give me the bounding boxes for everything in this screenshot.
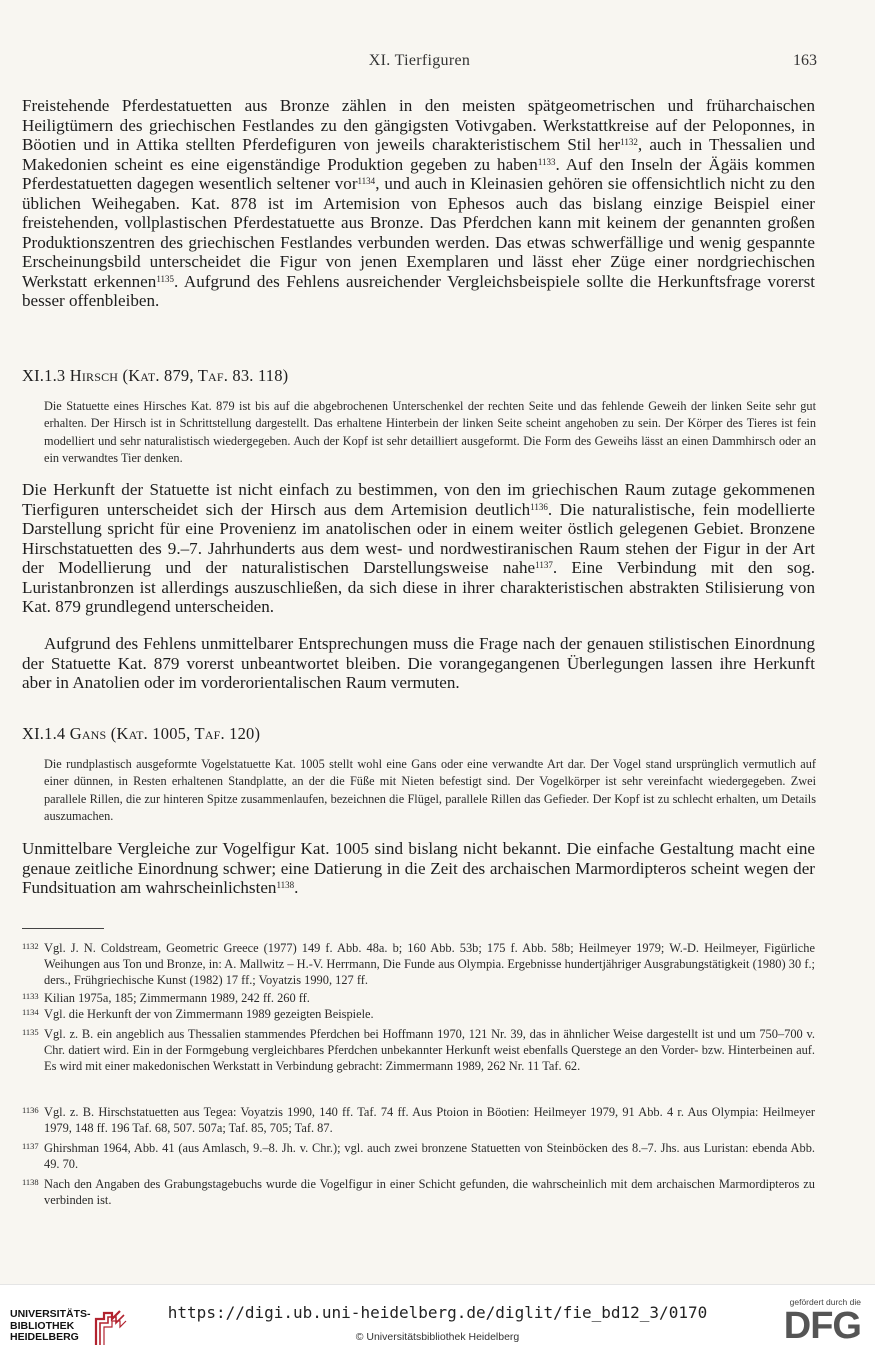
intro-paragraph: Freistehende Pferdestatuetten aus Bronze zählen in den meisten spätgeometrischen und früharchaischen Heiligtümern des griechischen Festlandes zu den gängigsten Votivgaben. Werkstattkreise auf der Peloponnes, in Böotien und in Attika stellten Pferdefiguren von jeweils charakteristischem Stil her$^{1132}$, auch in Thessalien und Makedonien scheint es eine eigenständige Produktion gegeben zu haben$^{1133}$. Auf den Inseln der Ägäis kommen Pferdestatuetten dagegen wesentlich seltener vor$^{1134}$, und auch in Kleinasien gehören sie offensichtlich nicht zu den üblichen Weihegaben. Kat. 878 ist im Artemision von Ephesos auch das bislang einzige Beispiel einer freistehenden, vollplastischen Pferdestatuette aus Bronze. Das Pferdchen kann mit keinem der genannten großen Produktionszentren des griechischen Festlandes verbunden werden. Das etwas schwerfällige und wenig gespannte Erscheinungsbild unterscheidet die Figur von jenen Exemplaren und lässt eher Züge einer nordgriechischen Werkstatt erkennen$^{1135}$. Aufgrund des Fehlens ausreichender Vergleichsbeispiele sollte die Herkunftsfrage vorerst besser offenbleiben. (22, 96, 815, 310)
dfg-logo[interactable]: gefördert durch die DFG (783, 1297, 861, 1347)
page-header (22, 52, 817, 74)
footnote-ref[interactable]: 1132 (620, 137, 638, 147)
section-heading-hirsch: XI.1.3 Hirsch (Kat. 879, Taf. 83. 118) (22, 366, 289, 385)
footnote-ref[interactable]: 1136 (530, 501, 548, 512)
gans-description: Die rundplastisch ausgeformte Vogelstatuette Kat. 1005 stellt wohl eine Gans oder eine verwandte Art dar. Der Vogel stand ursprünglich vermutlich auf einer dünnen, in Resten erhaltenen Standplatte, an der die Füße mit Nieten befestigt sind. Der Vogelkörper ist sehr vereinfacht wiedergegeben. Zwei parallele Rillen, die zur hinteren Spitze zusammenlaufen, bezeichnen die Flügel, parallele Rillen das Gefieder. Der Kopf ist zu schlecht erhalten, um Details auszumachen. (44, 757, 816, 824)
footnote-1132: 1132 Vgl. J. N. Coldstream, Geometric Greece (1977) 149 f. Abb. 48a. b; 160 Abb. 53b; 175 f. Abb. 58b; Heilmeyer 1979; W.-D. Heilmeyer, Figürliche Weihungen aus Ton und Bronze, in: A. Mallwitz – H.-V. Herrmann, Die Funde aus Olympia. Ergebnisse hundertjähriger Ausgrabungstätigkeit (1980) 30 f.; ders., Frühgriechische Kunst (1982) 17 ff.; Voyatzis 1990, 127 ff. (22, 941, 815, 988)
hirsch-description: Die Statuette eines Hirsches Kat. 879 ist bis auf die abgebrochenen Unterschenkel der rechten Seite und das fehlende Geweih der linken Seite sehr gut erhalten. Der Hirsch ist in Schrittstellung dargestellt. Das erhaltene Hinterbein der linken Seite scheint angehoben zu sein. Der Körper des Tieres ist fein modelliert und sehr naturalistisch wiedergegeben. Auch der Kopf ist sehr detailliert ausgeformt. Die Form des Geweihs lässt an einen Dammhirsch oder an ein verwandtes Tier denken. (44, 399, 816, 466)
viewer-footer (0, 1284, 875, 1357)
copyright: © Universitätsbibliothek Heidelberg (355, 1331, 520, 1343)
permalink[interactable]: https://digi.ub.uni-heidelberg.de/diglit/fie_bd12_3/0170 (167, 1303, 708, 1322)
hirsch-paragraph: Die Herkunft der Statuette ist nicht einfach zu bestimmen, von den im griechischen Raum zutage gekommenen Tierfiguren unterscheidet sich der Hirsch aus dem Artemision deutlich$^{1136}$. Die naturalistische, fein modellierte Darstellung spricht für eine Provenienz im anatolischen oder in einem weiter östlich gelegenen Gebiet. Bronzene Hirschstatuetten des 9.–7. Jahrhunderts aus dem west- und nordwestiranischen Raum stehen der Figur in der Art der Modellierung und der naturalistischen Darstellungsweise nahe$^{1137}$. Eine Verbindung mit den sog. Luristanbronzen ist allerdings auszuschließen, da sich diese in ihrer charakteristischen abstrakten Stilisierung von Kat. 879 grundlegend unterscheiden. (22, 480, 816, 616)
footnote-1133: 1133 Kilian 1975a, 185; Zimmermann 1989, 242 ff. 260 ff. (22, 991, 310, 1005)
footnote-1138: 1138 Nach den Angaben des Grabungstagebuchs wurde die Vogelfigur in einer Schicht gefunden, die wahrscheinlich mit dem archaischen Marmordipteros zu verbinden ist. (22, 1177, 815, 1208)
library-name: UNIVERSITÄTS- BIBLIOTHEK HEIDELBERG (10, 1308, 91, 1343)
footnote-ref[interactable]: 1135 (156, 273, 174, 284)
footnote-ref[interactable]: 1137 (535, 560, 553, 570)
footnote-separator (22, 928, 104, 929)
section-heading-gans: XI.1.4 Gans (Kat. 1005, Taf. 120) (22, 724, 261, 743)
footnote-1135: 1135 Vgl. z. B. ein angeblich aus Thessalien stammendes Pferdchen bei Hoffmann 1970, 121 Nr. 39, das in ähnlicher Weise dargestellt ist und um 750–700 v. Chr. datiert wird. Ein in der Formgebung vergleichbares Pferdchen unbekannter Herkunft weist ebenfalls Querstege an den Vorder- bzw. Hinterbeinen auf. Es wird mit einer makedonischen Werkstatt in Verbindung gebracht: Zimmermann 1989, 262 Nr. 11 Taf. 62. (22, 1027, 815, 1074)
footnote-ref[interactable]: 1133 (537, 156, 556, 167)
gans-paragraph: Unmittelbare Vergleiche zur Vogelfigur Kat. 1005 sind bislang nicht bekannt. Die einfache Gestaltung macht eine genaue zeitliche Einordnung schwer; eine Datierung in die Zeit des archaischen Marmordipteros scheint wegen der Fundsituation am wahrscheinlichsten$^{1138}$. (22, 839, 815, 897)
footnote-1134: 1134 Vgl. die Herkunft der von Zimmermann 1989 gezeigten Beispiele. (22, 1007, 374, 1021)
footnote-1136: 1136 Vgl. z. B. Hirschstatuetten aus Tegea: Voyatzis 1990, 140 ff. Taf. 74 ff. Aus Ptoion in Böotien: Heilmeyer 1979, 91 Abb. 4 r. Aus Olympia: Heilmeyer 1979, 148 ff. 196 Taf. 68, 507. 507a; Taf. 85, 705; Taf. 87. (22, 1105, 815, 1136)
footnote-ref[interactable]: 1138 (276, 880, 295, 890)
running-title: XI. Tierfiguren (368, 52, 471, 69)
hirsch-paragraph-2: Aufgrund des Fehlens unmittelbarer Entsprechungen muss die Frage nach der genauen stilistischen Einordnung der Statuette Kat. 879 vorerst unbeantwortet bleiben. Die vorangegangenen Überlegungen lassen ihre Herkunft aber in Anatolien oder im vorderorientalischen Raum vermuten. (22, 634, 815, 692)
footnote-ref[interactable]: 1134 (357, 176, 376, 186)
page-number: 163 (793, 52, 817, 69)
footnote-1137: 1137 Ghirshman 1964, Abb. 41 (aus Amlasch, 9.–8. Jh. v. Chr.); vgl. auch zwei bronzene Statuetten von Steinböcken des 8.–7. Jhs. aus Luristan: ebenda Abb. 49. 70. (22, 1141, 815, 1172)
